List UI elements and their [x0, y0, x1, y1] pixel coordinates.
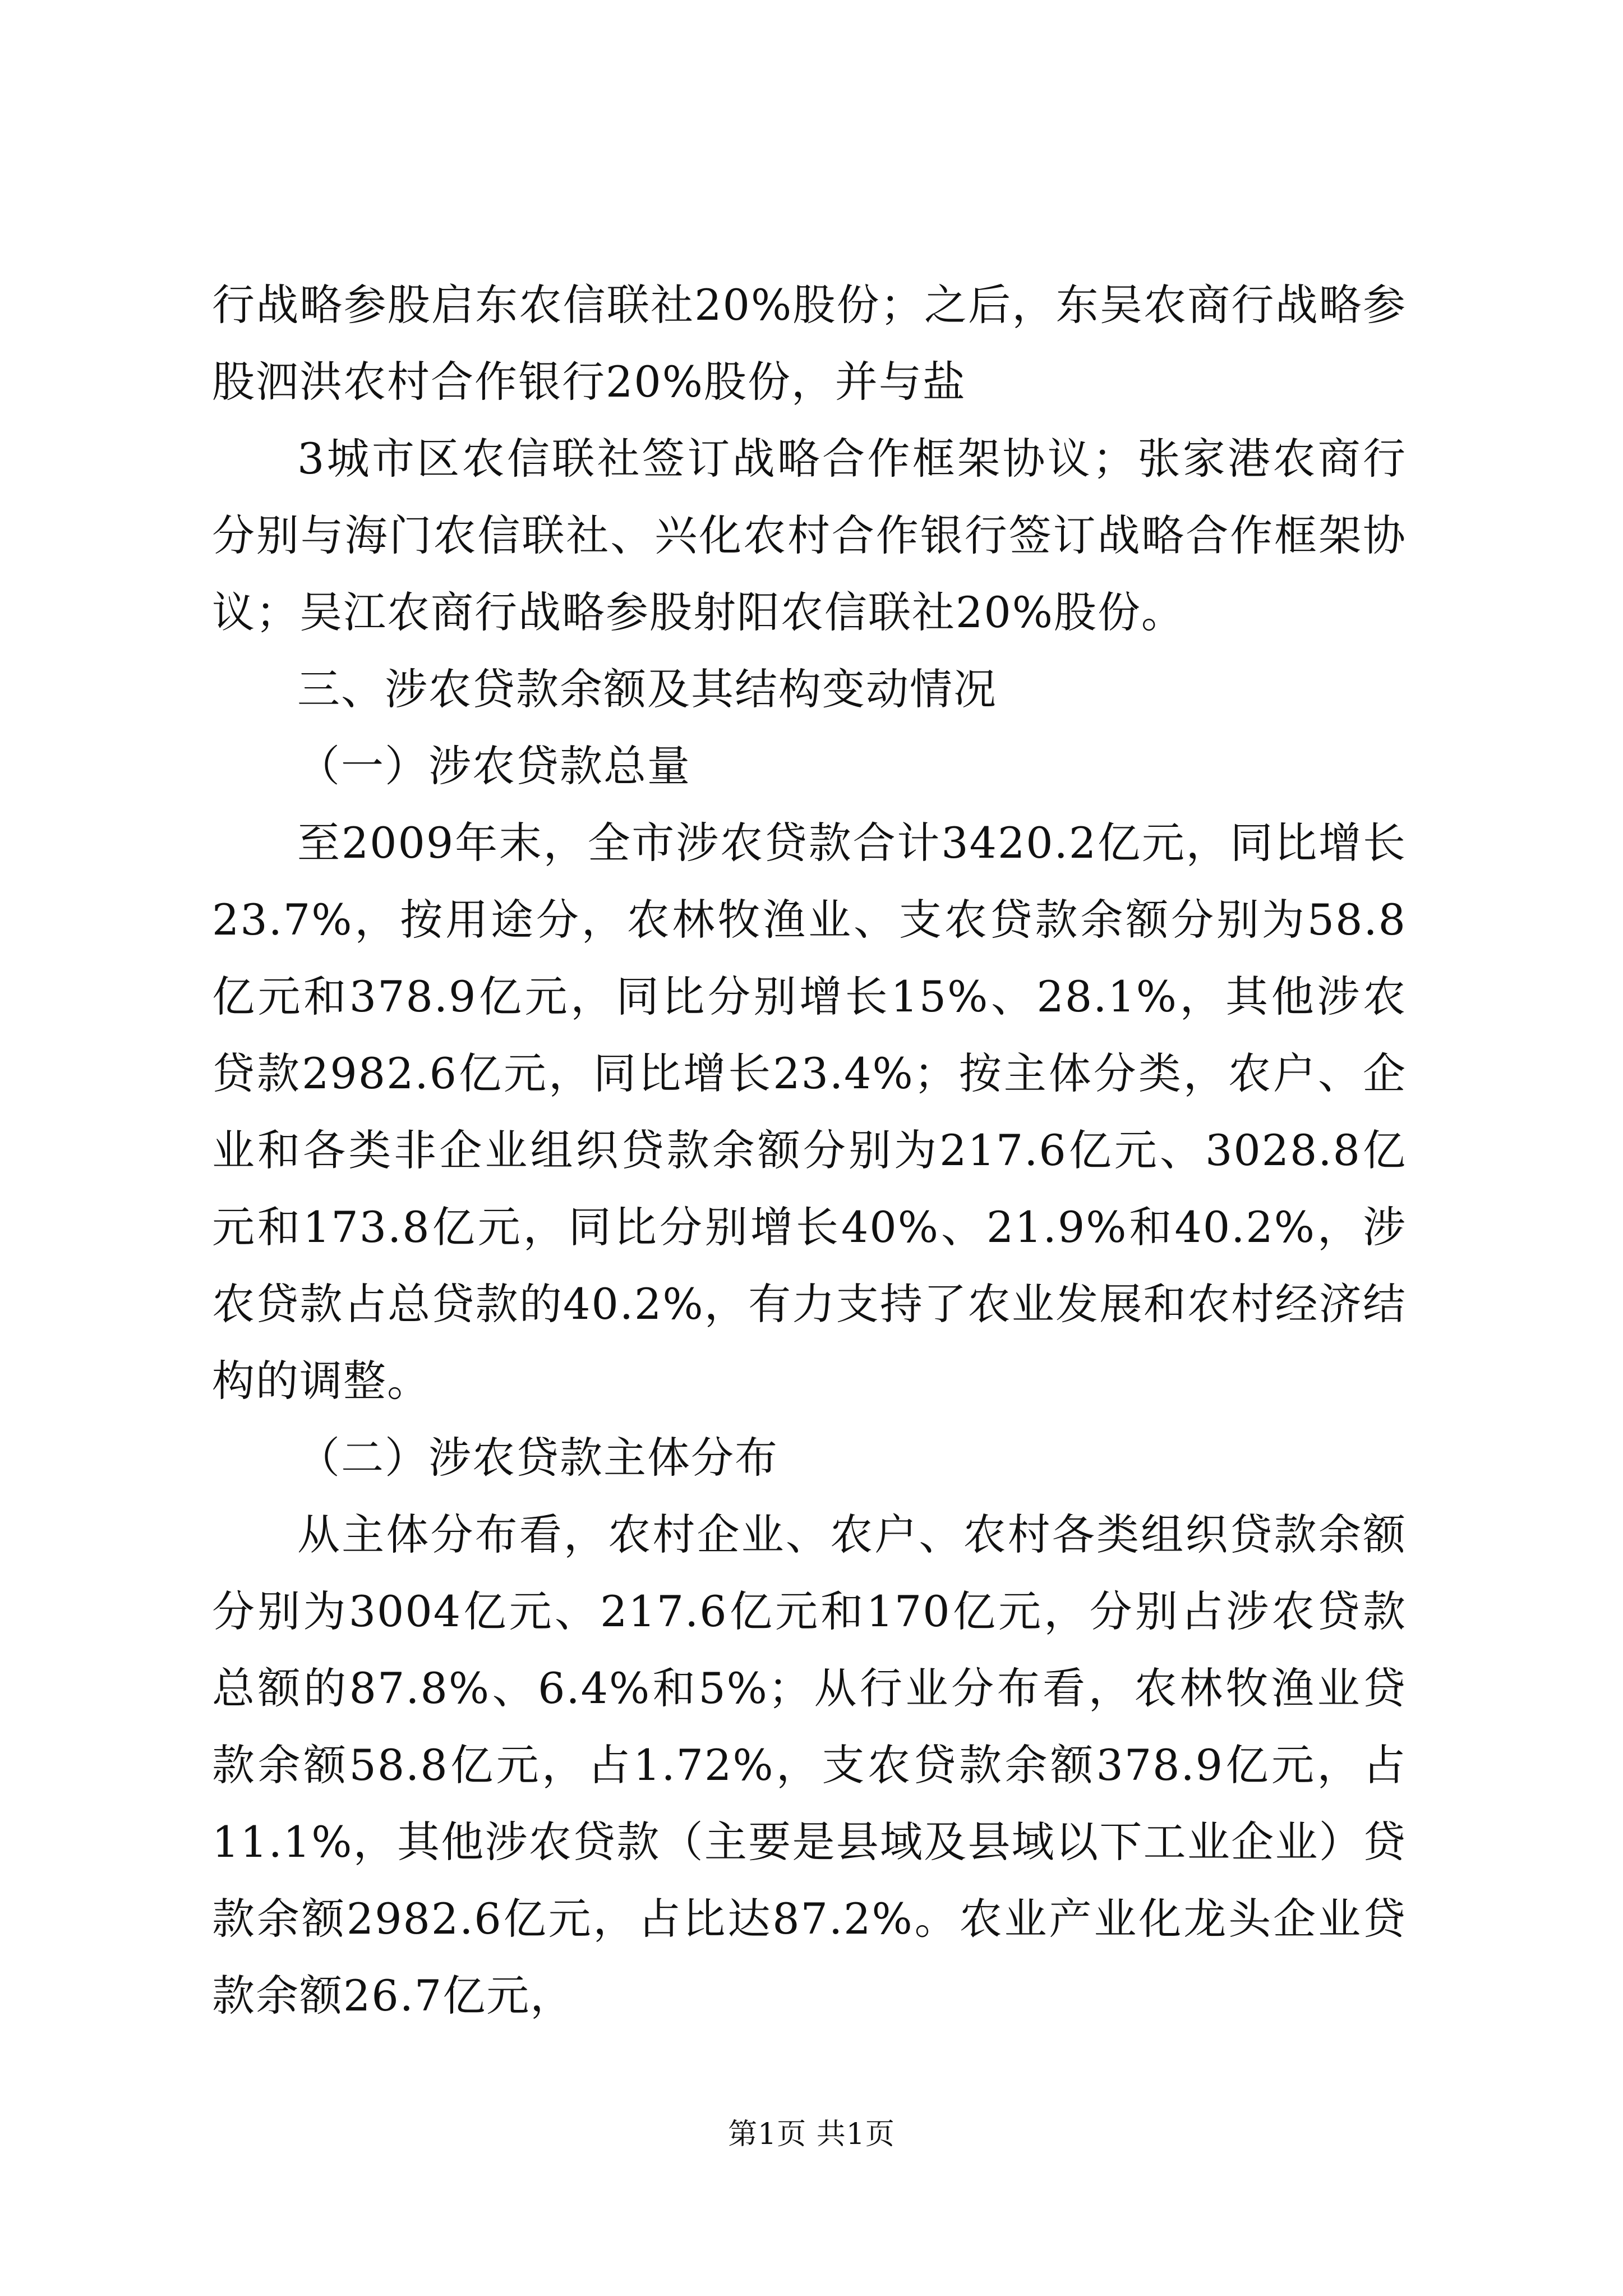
paragraph-distribution: 从主体分布看，农村企业、农户、农村各类组织贷款余额分别为3004亿元、217.6亿元和170亿元，分别占涉农贷款总额的87.8%、6.4%和5%；从行业分布看，农林牧渔业贷款余额58.8亿元，占1.72%，支农贷款余额378.9亿元，占11.1%，其他涉农贷款（主要是县域及县域以下工业企业）贷款余额2982.6亿元，占比达87.2%。农业产业化龙头企业贷款余额26.7亿元，: [212, 1510, 1407, 2021]
section-heading: 三、涉农贷款余额及其结构变动情况: [297, 664, 997, 714]
subsection-heading-distribution: （二）涉农贷款主体分布: [297, 1433, 778, 1483]
document-body: [212, 266, 1407, 2034]
paragraph-total-loans: 至2009年末，全市涉农贷款合计3420.2亿元，同比增长23.7%，按用途分，农林牧渔业、支农贷款余额分别为58.8亿元和378.9亿元，同比分别增长15%、28.1%，其他涉农贷款2982.6亿元，同比增长23.4%；按主体分类，农户、企业和各类非企业组织贷款余额分别为217.6亿元、3028.8亿元和173.8亿元，同比分别增长40%、21.9%和40.2%，涉农贷款占总贷款的40.2%，有力支持了农业发展和农村经济结构的调整。: [212, 818, 1407, 1406]
paragraph-agreements: 3城市区农信联社签订战略合作框架协议；张家港农商行分别与海门农信联社、兴化农村合作银行签订战略合作框架协议；吴江农商行战略参股射阳农信联社20%股份。: [212, 434, 1407, 637]
paragraph-continued: 行战略参股启东农信联社20%股份；之后，东吴农商行战略参股泗洪农村合作银行20%股份，并与盐: [212, 280, 1407, 407]
page-footer: 第1页 共1页: [728, 2118, 895, 2151]
subsection-heading-total: （一）涉农贷款总量: [297, 741, 691, 791]
